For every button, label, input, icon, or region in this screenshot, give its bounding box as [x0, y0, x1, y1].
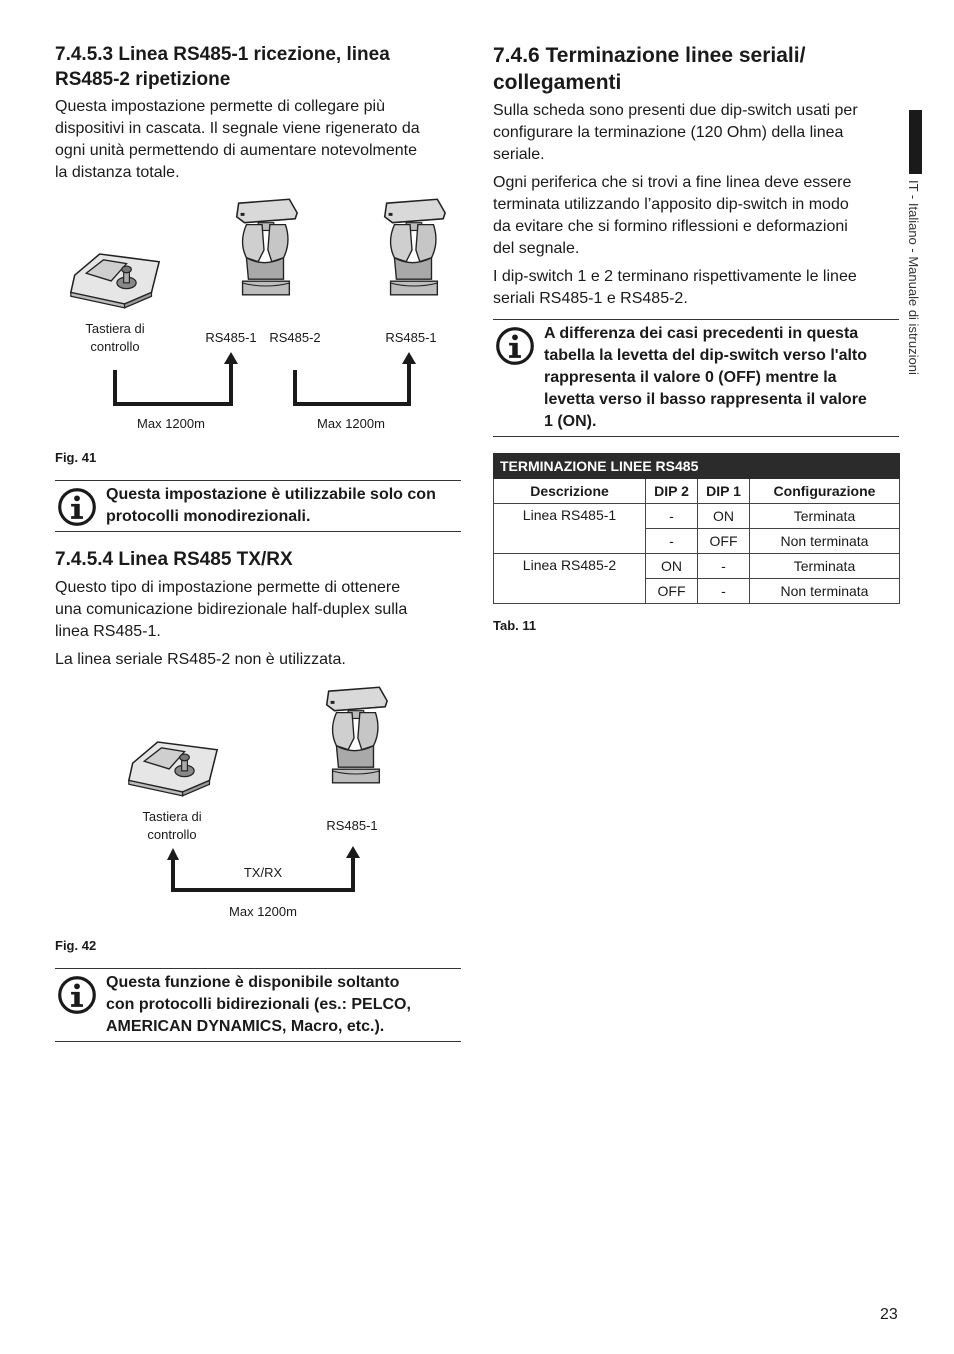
cell-dip2: OFF [646, 579, 698, 604]
keyboard-label: Tastiera di controllo [85, 321, 145, 354]
section-title-7-4-5-4: 7.4.5.4 Linea RS485 TX/RX [55, 549, 293, 570]
distance-label-2: Max 1200m [317, 416, 385, 431]
info-note-1: Questa impostazione è utilizzabile solo con protocolli monodirezionali. [55, 480, 461, 532]
language-tab-bar [909, 110, 922, 174]
figure-caption-42: Fig. 42 [55, 938, 97, 953]
info-icon [57, 487, 97, 527]
col-header-configuration: Configurazione [750, 479, 900, 504]
figure-42 [55, 678, 465, 928]
section-body-7-4-6-p2: Ogni periferica che si trovi a fine linea deve essere terminata utilizzando l’apposito dip-switch in modo da evitare che si formino riflessioni e deformazioni del segnale. [493, 174, 852, 257]
section-title-7-4-6: 7.4.6 Terminazione linee seriali/ collegamenti [493, 44, 806, 94]
figure-41 [55, 190, 465, 440]
info-note-3: A differenza dei casi precedenti in questa tabella la levetta del dip-switch verso l'alto rappresenta il valore 0 (OFF) mentre la levetta verso il basso rappresenta il valore 1 (ON). [493, 319, 899, 437]
port-label-rs485-1: RS485-1 [326, 818, 378, 833]
cell-dip2: - [646, 529, 698, 554]
section-body-7-4-6-p3: I dip-switch 1 e 2 terminano rispettivamente le linee seriali RS485-1 e RS485-2. [493, 268, 857, 307]
cell-dip1: ON [698, 504, 750, 529]
ptz-camera-icon [225, 194, 303, 304]
port-label-rs485-1-second: RS485-1 [385, 330, 437, 345]
keyboard-label: Tastiera di controllo [142, 809, 202, 842]
control-keyboard-icon [125, 736, 221, 798]
cell-config: Terminata [750, 554, 900, 579]
cell-config: Terminata [750, 504, 900, 529]
connection-lines [55, 350, 465, 410]
table-row [494, 554, 900, 579]
port-label-rs485-2: RS485-2 [269, 330, 321, 345]
col-header-description: Descrizione [494, 479, 646, 504]
section-body-7-4-5-3: Questa impostazione permette di collegare più dispositivi in cascata. Il segnale viene rigenerato da ogni unità permettendo di aumentare notevolmente la distanza totale. [55, 98, 420, 181]
info-icon [57, 975, 97, 1015]
table-caption: Tab. 11 [493, 618, 537, 633]
ptz-camera-icon [315, 682, 393, 792]
page-number: 23 [880, 1306, 898, 1323]
cell-dip2: - [646, 504, 698, 529]
txrx-label: TX/RX [243, 865, 283, 880]
cell-dip1: - [698, 579, 750, 604]
section-body-7-4-5-4-note: La linea seriale RS485-2 non è utilizzata. [55, 651, 346, 668]
figure-caption-41: Fig. 41 [55, 450, 97, 465]
control-keyboard-icon [67, 248, 163, 310]
cell-dip2: ON [646, 554, 698, 579]
port-label-rs485-1: RS485-1 [205, 330, 257, 345]
col-header-dip2: DIP 2 [646, 479, 698, 504]
section-body-7-4-6-p1: Sulla scheda sono presenti due dip-switch usati per configurare la terminazione (120 Ohm) della linea seriale. [493, 102, 858, 163]
cell-dip1: - [698, 554, 750, 579]
row-description: Linea RS485-2 [494, 554, 646, 604]
row-description: Linea RS485-1 [494, 504, 646, 554]
col-header-dip1: DIP 1 [698, 479, 750, 504]
distance-label-1: Max 1200m [137, 416, 205, 431]
info-note-2: Questa funzione è disponibile soltanto con protocolli bidirezionali (es.: PELCO, AMERICAN DYNAMICS, Macro, etc.). [55, 968, 461, 1042]
info-icon [495, 326, 535, 366]
table-title: TERMINAZIONE LINEE RS485 [494, 454, 900, 479]
language-tab-label: IT - Italiano - Manuale di istruzioni [906, 180, 921, 375]
cell-config: Non terminata [750, 579, 900, 604]
section-title-7-4-5-3: 7.4.5.3 Linea RS485-1 ricezione, linea RS485-2 ripetizione [55, 44, 390, 90]
table-row [494, 504, 900, 529]
cell-dip1: OFF [698, 529, 750, 554]
section-body-7-4-5-4: Questo tipo di impostazione permette di ottenere una comunicazione bidirezionale half-duplex sulla linea RS485-1. [55, 579, 408, 640]
termination-table [493, 453, 900, 604]
cell-config: Non terminata [750, 529, 900, 554]
distance-label: Max 1200m [229, 904, 297, 919]
ptz-camera-icon [373, 194, 451, 304]
